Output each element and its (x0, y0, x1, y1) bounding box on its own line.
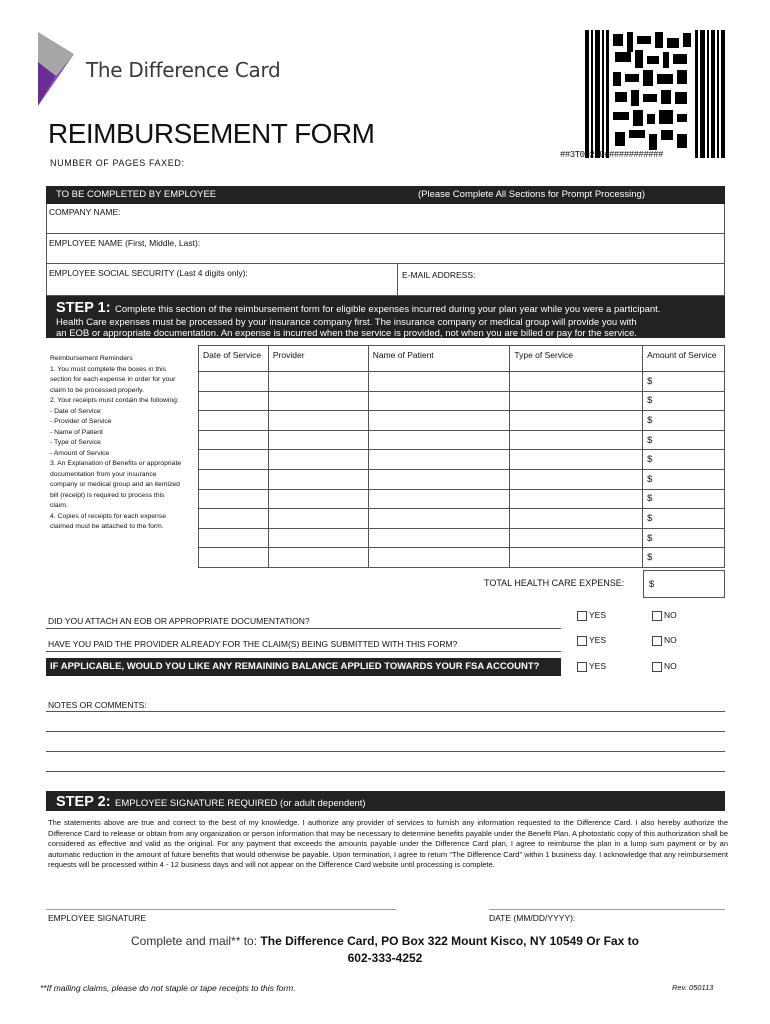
pages-faxed-label: NUMBER OF PAGES FAXED: (50, 158, 185, 168)
table-cell[interactable] (368, 469, 510, 489)
mail-prefix: Complete and mail** to: (131, 934, 258, 948)
currency-symbol: $ (647, 512, 653, 524)
reminder-line: claim to be processed properly. (50, 386, 144, 394)
currency-symbol: $ (647, 552, 653, 564)
table-row (199, 469, 725, 489)
company-logo-text: The Difference Card (86, 58, 281, 82)
fsa-no-checkbox[interactable] (652, 662, 662, 672)
reminder-line: - Provider of Service (50, 418, 112, 425)
step1-line3: an EOB or appropriate documentation. An expense is incurred when the service is provided, not when you are billed or pay for the service. (56, 328, 637, 339)
table-cell[interactable] (643, 430, 725, 450)
table-cell[interactable] (268, 509, 368, 529)
table-cell[interactable] (510, 411, 643, 431)
fsa-no[interactable]: NO (652, 661, 677, 672)
table-cell[interactable] (368, 372, 510, 392)
question-paid: HAVE YOU PAID THE PROVIDER ALREADY FOR THE CLAIM(S) BEING SUBMITTED WITH THIS FORM? (48, 639, 458, 649)
signature-line[interactable] (46, 909, 396, 910)
table-cell[interactable] (510, 391, 643, 411)
table-cell[interactable] (510, 469, 643, 489)
reminder-line: claim. (50, 502, 68, 509)
barcode-image (585, 30, 725, 158)
table-row (199, 411, 725, 431)
table-cell[interactable] (199, 548, 269, 568)
table-cell[interactable] (510, 528, 643, 548)
reminder-line: claimed must be attached to the form. (50, 523, 164, 530)
fsa-yes-checkbox[interactable] (577, 662, 587, 672)
table-cell[interactable] (510, 548, 643, 568)
table-cell[interactable] (199, 391, 269, 411)
table-row (199, 391, 725, 411)
table-cell[interactable] (268, 411, 368, 431)
step2-text: EMPLOYEE SIGNATURE REQUIRED (or adult dependent) (114, 798, 366, 809)
table-cell[interactable] (199, 450, 269, 470)
reminder-line: section for each expense in order for your (50, 376, 176, 383)
col-type: Type of Service (510, 346, 643, 372)
paid-yes[interactable]: YES (577, 635, 606, 646)
expense-table (198, 345, 725, 568)
step2-label: STEP 2: (56, 794, 111, 810)
currency-symbol: $ (647, 395, 653, 407)
eob-yes[interactable]: YES (577, 610, 606, 621)
paid-no-checkbox[interactable] (652, 636, 662, 646)
currency-symbol: $ (647, 493, 653, 505)
table-cell[interactable] (643, 411, 725, 431)
table-row (199, 548, 725, 568)
table-cell[interactable] (510, 430, 643, 450)
table-cell[interactable] (368, 411, 510, 431)
company-logo-icon (38, 32, 74, 106)
currency-symbol: $ (647, 375, 653, 387)
table-row (199, 372, 725, 392)
table-cell[interactable] (368, 528, 510, 548)
mailing-instructions (0, 933, 770, 967)
date-label: DATE (MM/DD/YYYY): (489, 913, 576, 923)
notes-line[interactable] (46, 731, 725, 732)
col-date: Date of Service (199, 346, 269, 372)
table-cell[interactable] (643, 391, 725, 411)
table-cell[interactable] (643, 548, 725, 568)
total-field[interactable] (643, 570, 725, 598)
step1-line2: Health Care expenses must be processed by your insurance company first. The insurance company or medical group will provide you with (56, 317, 637, 328)
notes-label: NOTES OR COMMENTS: (48, 700, 147, 710)
company-name-field[interactable] (46, 204, 725, 234)
table-cell[interactable] (199, 372, 269, 392)
page-title: REIMBURSEMENT FORM (48, 118, 375, 149)
employee-section-bar (46, 186, 725, 204)
question-fsa: IF APPLICABLE, WOULD YOU LIKE ANY REMAINING BALANCE APPLIED TOWARDS YOUR FSA ACCOUNT? (46, 658, 561, 676)
employee-bar-title: TO BE COMPLETED BY EMPLOYEE (56, 189, 217, 200)
reminder-line: - Type of Service (50, 439, 101, 446)
currency-symbol: $ (647, 473, 653, 485)
table-cell[interactable] (368, 430, 510, 450)
reminder-line: bill (receipt) is required to process this (50, 491, 165, 499)
ssn-label: EMPLOYEE SOCIAL SECURITY (Last 4 digits only): (49, 268, 248, 278)
question-eob: DID YOU ATTACH AN EOB OR APPROPRIATE DOCUMENTATION? (48, 616, 310, 626)
currency-symbol: $ (647, 454, 653, 466)
mail-address: The Difference Card, PO Box 322 Mount Kisco, NY 10549 Or Fax to (260, 934, 639, 948)
barcode-id: ##3T00230############ (560, 150, 663, 160)
revision-label: Rev. 050113 (672, 983, 714, 992)
eob-yes-checkbox[interactable] (577, 611, 587, 621)
currency-symbol: $ (647, 434, 653, 446)
table-cell[interactable] (199, 489, 269, 509)
table-cell[interactable] (643, 469, 725, 489)
reminder-line: 1. You must complete the boxes in this (50, 365, 166, 373)
step2-bar (46, 791, 725, 811)
table-cell[interactable] (268, 489, 368, 509)
table-cell[interactable] (510, 489, 643, 509)
table-cell[interactable] (368, 548, 510, 568)
table-row (199, 509, 725, 529)
table-cell[interactable] (268, 430, 368, 450)
table-cell[interactable] (368, 509, 510, 529)
paid-no[interactable]: NO (652, 635, 677, 646)
table-cell[interactable] (643, 528, 725, 548)
reminder-line: - Amount of Service (50, 449, 110, 457)
reminder-line: - Name of Patient (50, 428, 103, 436)
reimbursement-reminders (50, 354, 200, 533)
reminder-line: - Date of Service (50, 407, 101, 415)
reminder-line: 2. Your receipts must contain the following: (50, 397, 179, 404)
employee-bar-note: (Please Complete All Sections for Prompt Processing) (417, 189, 645, 200)
fax-number: 602-333-4252 (347, 951, 423, 965)
table-cell[interactable] (643, 509, 725, 529)
authorization-statement: The statements above are true and correct to the best of my knowledge. I authorize any provider of services to furnish any information requested to the Difference Card. I also hereby authorize the Difference Card to release or obtain from any organization or person information that may be necessary to determine benefits payable under the Benefit Plan. A photostatic copy of this authorization shall be considered as effective and valid as the original. For any payment that exceeds the amounts payable under the Difference Card plan, I agree to reimburse the plan in a lump sum payment or by an automatic reduction in the amount of future benefits that would otherwise be payable. Upon termination, I agree to return “The Difference Card” within 1 business day. I acknowledge that any reimbursement requests will be processed within 4 - 12 business days and will not appear on the Difference Card website until processing is complete. (48, 818, 728, 870)
notes-line[interactable] (46, 711, 725, 712)
col-provider: Provider (268, 346, 368, 372)
step1-label: STEP 1: (56, 300, 111, 316)
step1-bar (46, 296, 725, 338)
fsa-yes[interactable]: YES (577, 661, 606, 672)
table-row (199, 450, 725, 470)
reminder-line: company or medical group and an itemized (50, 481, 180, 488)
paid-yes-checkbox[interactable] (577, 636, 587, 646)
table-row (199, 528, 725, 548)
table-cell[interactable] (368, 450, 510, 470)
currency-symbol: $ (647, 414, 653, 426)
table-cell[interactable] (199, 430, 269, 450)
table-cell[interactable] (643, 450, 725, 470)
currency-symbol: $ (647, 532, 653, 544)
table-cell[interactable] (268, 450, 368, 470)
signature-label: EMPLOYEE SIGNATURE (48, 913, 147, 923)
table-cell[interactable] (199, 469, 269, 489)
table-cell[interactable] (199, 411, 269, 431)
notes-line[interactable] (46, 771, 725, 772)
table-cell[interactable] (510, 372, 643, 392)
employee-name-field[interactable] (46, 234, 725, 264)
footer-note: **If mailing claims, please do not staple or tape receipts to this form. (40, 983, 296, 993)
step1-text: Complete this section of the reimbursement form for eligible expenses incurred during your plan year while you were a participant. (114, 304, 661, 315)
table-cell[interactable] (368, 489, 510, 509)
table-row (199, 489, 725, 509)
col-amount: Amount of Service (643, 346, 725, 372)
reminder-line: documentation from your insurance (50, 470, 157, 478)
reminder-line: 4. Copies of receipts for each expense (50, 512, 166, 520)
email-label: E-MAIL ADDRESS: (402, 270, 476, 280)
table-cell[interactable] (268, 469, 368, 489)
reminders-title: Reimbursement Reminders (50, 355, 133, 362)
table-cell[interactable] (643, 372, 725, 392)
table-cell[interactable] (268, 372, 368, 392)
notes-line[interactable] (46, 751, 725, 752)
table-cell[interactable] (199, 509, 269, 529)
table-cell[interactable] (268, 528, 368, 548)
table-cell[interactable] (199, 528, 269, 548)
reminder-line: 3. An Explanation of Benefits or appropriate (50, 460, 182, 467)
table-cell[interactable] (268, 391, 368, 411)
table-cell[interactable] (510, 509, 643, 529)
table-cell[interactable] (510, 450, 643, 470)
total-label: TOTAL HEALTH CARE EXPENSE: (484, 578, 625, 588)
date-line[interactable] (489, 909, 725, 910)
table-cell[interactable] (268, 548, 368, 568)
table-cell[interactable] (368, 391, 510, 411)
eob-no-checkbox[interactable] (652, 611, 662, 621)
table-row (199, 430, 725, 450)
ssn-email-row (46, 264, 725, 296)
company-name-label: COMPANY NAME: (49, 207, 121, 217)
total-currency: $ (649, 579, 655, 590)
eob-no[interactable]: NO (652, 610, 677, 621)
employee-name-label: EMPLOYEE NAME (First, Middle, Last): (49, 238, 201, 248)
table-cell[interactable] (643, 489, 725, 509)
col-patient: Name of Patient (368, 346, 510, 372)
